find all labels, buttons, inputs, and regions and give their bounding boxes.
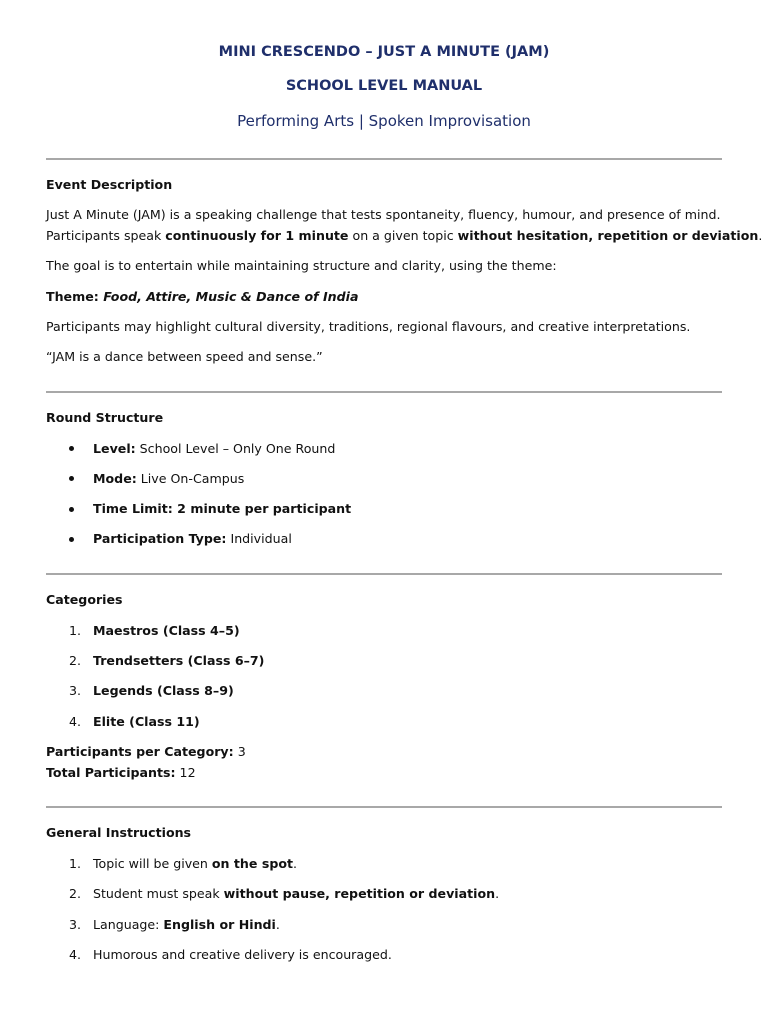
list-number: 3.	[69, 917, 82, 932]
instruction-item: Humorous and creative delivery is encouraged.	[93, 947, 392, 962]
total-participants: Total Participants: 12	[46, 765, 196, 780]
round-item-level: Level: School Level – Only One Round	[93, 441, 336, 456]
event-quote: “JAM is a dance between speed and sense.”	[46, 349, 323, 364]
divider	[46, 806, 722, 808]
instruction-item: Language: English or Hindi.	[93, 917, 280, 932]
list-number: 4.	[69, 947, 82, 962]
round-item-participation-type: Participation Type: Individual	[93, 531, 292, 546]
list-number: 2.	[69, 886, 82, 901]
bullet-icon	[69, 537, 74, 542]
divider	[46, 158, 722, 160]
bullet-icon	[69, 476, 74, 481]
section-heading-round-structure: Round Structure	[46, 410, 164, 425]
round-item-mode: Mode: Live On-Campus	[93, 471, 245, 486]
document-title: MINI CRESCENDO – JUST A MINUTE (JAM)	[218, 44, 550, 60]
list-number: 3.	[69, 683, 82, 698]
event-paragraph-line-1: Just A Minute (JAM) is a speaking challenge that tests spontaneity, fluency, humour, and presence of mind.	[46, 207, 721, 222]
theme-value: Food, Attire, Music & Dance of India	[103, 289, 359, 304]
list-number: 1.	[69, 856, 82, 871]
bullet-icon	[69, 507, 74, 512]
section-heading-categories: Categories	[46, 592, 123, 607]
theme-label: Theme:	[46, 289, 104, 304]
list-number: 2.	[69, 653, 82, 668]
divider	[46, 573, 722, 575]
event-goal-text: The goal is to entertain while maintaining structure and clarity, using the theme:	[46, 258, 557, 273]
list-number: 1.	[69, 623, 82, 638]
round-item-time-limit: Time Limit: 2 minute per participant	[93, 501, 352, 516]
manual-title: SCHOOL LEVEL MANUAL	[285, 78, 483, 94]
theme-line	[46, 286, 358, 307]
document-subtitle: Performing Arts | Spoken Improvisation	[237, 112, 531, 130]
section-heading-event-description: Event Description	[46, 177, 173, 192]
participants-per-category: Participants per Category: 3	[46, 744, 246, 759]
instruction-item: Topic will be given on the spot.	[93, 856, 298, 871]
event-cultural-text: Participants may highlight cultural diversity, traditions, regional flavours, and creative interpretations.	[46, 319, 691, 334]
category-item: Trendsetters (Class 6–7)	[93, 653, 265, 668]
section-heading-general-instructions: General Instructions	[46, 825, 192, 840]
category-item: Maestros (Class 4–5)	[93, 623, 240, 638]
divider	[46, 391, 722, 393]
category-item: Elite (Class 11)	[93, 714, 200, 729]
list-number: 4.	[69, 714, 82, 729]
instruction-item: Student must speak without pause, repetition or deviation.	[93, 886, 500, 901]
category-item: Legends (Class 8–9)	[93, 683, 234, 698]
event-paragraph-line-2: Participants speak continuously for 1 minute on a given topic without hesitation, repetition or deviation.	[46, 228, 763, 243]
bullet-icon	[69, 446, 74, 451]
